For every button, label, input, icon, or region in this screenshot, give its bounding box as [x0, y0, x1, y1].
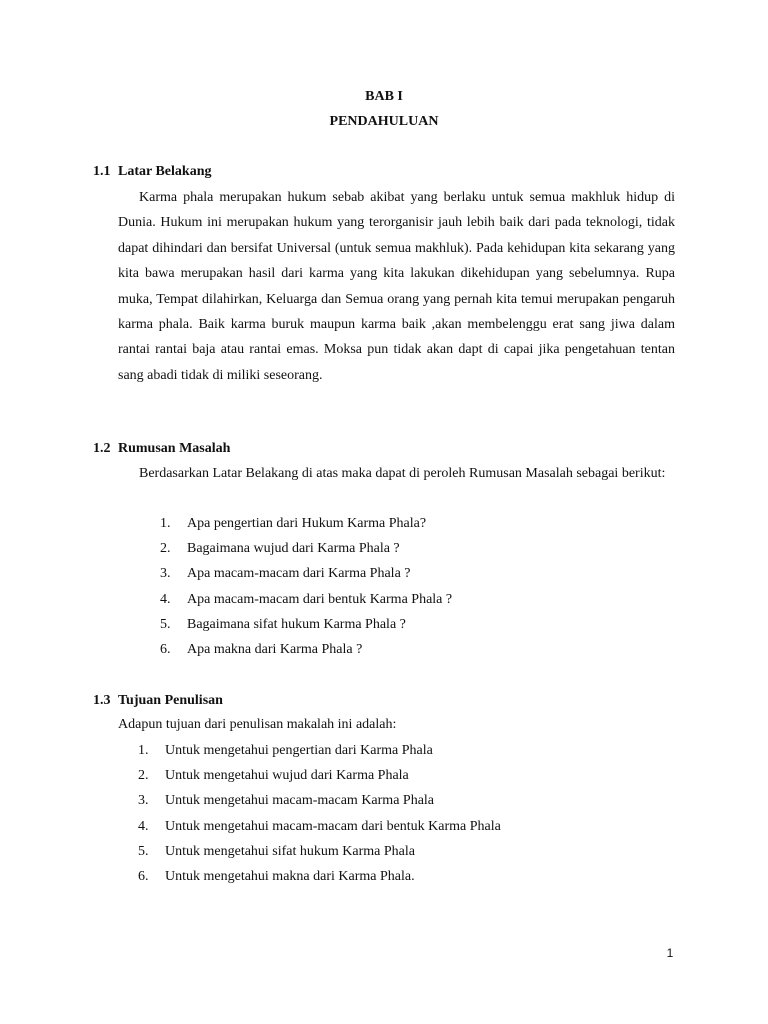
section-title-text: Tujuan Penulisan: [118, 693, 223, 708]
list-item: 2. Untuk mengetahui wujud dari Karma Phala: [138, 768, 409, 784]
section-number: 1.3: [93, 693, 111, 708]
list-item: 6. Apa makna dari Karma Phala ?: [160, 641, 363, 657]
rumusan-masalah-list: [160, 515, 452, 666]
section-title-text: Latar Belakang: [118, 164, 212, 179]
section-title-latar-belakang: [93, 163, 211, 181]
latar-belakang-paragraph: [118, 185, 675, 388]
section-title-text: Rumusan Masalah: [118, 441, 231, 456]
chapter-label: BAB I: [365, 89, 403, 104]
list-item: 4. Apa macam-macam dari bentuk Karma Phala ?: [160, 591, 453, 607]
section-number: 1.2: [93, 441, 111, 456]
list-item: 5. Untuk mengetahui sifat hukum Karma Phala: [138, 843, 415, 859]
tujuan-penulisan-list: [138, 742, 501, 893]
paragraph-text: Karma phala merupakan hukum sebab akibat yang berlaku untuk semua makhluk hidup di Dunia. Hukum ini merupakan hukum yang terorganisir jauh lebih baik dari pada teknologi, tidak dapat dihindari dan bersifat Universal (untuk semua makhluk). Pada kehidupan kita sekarang yang kita bawa merupakan hasil dari karma yang kita lakukan dikehidupan yang sebelumnya. Rupa muka, Tempat dilahirkan, Keluarga dan Semua orang yang pernah kita temui merupakan pengaruh karma phala. Baik karma buruk maupun karma baik ,akan membelenggu erat sang jiwa dalam rantai rantai baja atau rantai emas. Moksa pun tidak akan dapt di capai jika pengetahuan tentan sang abadi tidak di miliki seseorang.: [118, 190, 675, 383]
list-item: 1. Untuk mengetahui pengertian dari Karma Phala: [138, 743, 433, 758]
list-item: 6. Untuk mengetahui makna dari Karma Phala.: [138, 868, 415, 884]
section-number: 1.1: [93, 164, 111, 179]
section-title-tujuan-penulisan: [93, 692, 223, 710]
list-item: 3. Untuk mengetahui macam-macam Karma Phala: [138, 793, 435, 809]
tujuan-penulisan-intro: Adapun tujuan dari penulisan makalah ini adalah:: [118, 717, 397, 732]
list-item: 4. Untuk mengetahui macam-macam dari bentuk Karma Phala: [138, 818, 501, 834]
list-item: 2. Bagaimana wujud dari Karma Phala ?: [160, 541, 400, 557]
list-item: 3. Apa macam-macam dari Karma Phala ?: [160, 566, 411, 582]
list-item: 1. Apa pengertian dari Hukum Karma Phala?: [160, 516, 427, 531]
paragraph-text: Berdasarkan Latar Belakang di atas maka dapat di peroleh Rumusan Masalah sebagai berikut:: [139, 466, 666, 481]
list-item: 5. Bagaimana sifat hukum Karma Phala ?: [160, 616, 406, 632]
section-title-rumusan-masalah: [93, 440, 230, 458]
chapter-title: PENDAHULUAN: [329, 114, 439, 129]
rumusan-masalah-paragraph: [118, 461, 675, 486]
page-number: 1: [666, 946, 674, 960]
